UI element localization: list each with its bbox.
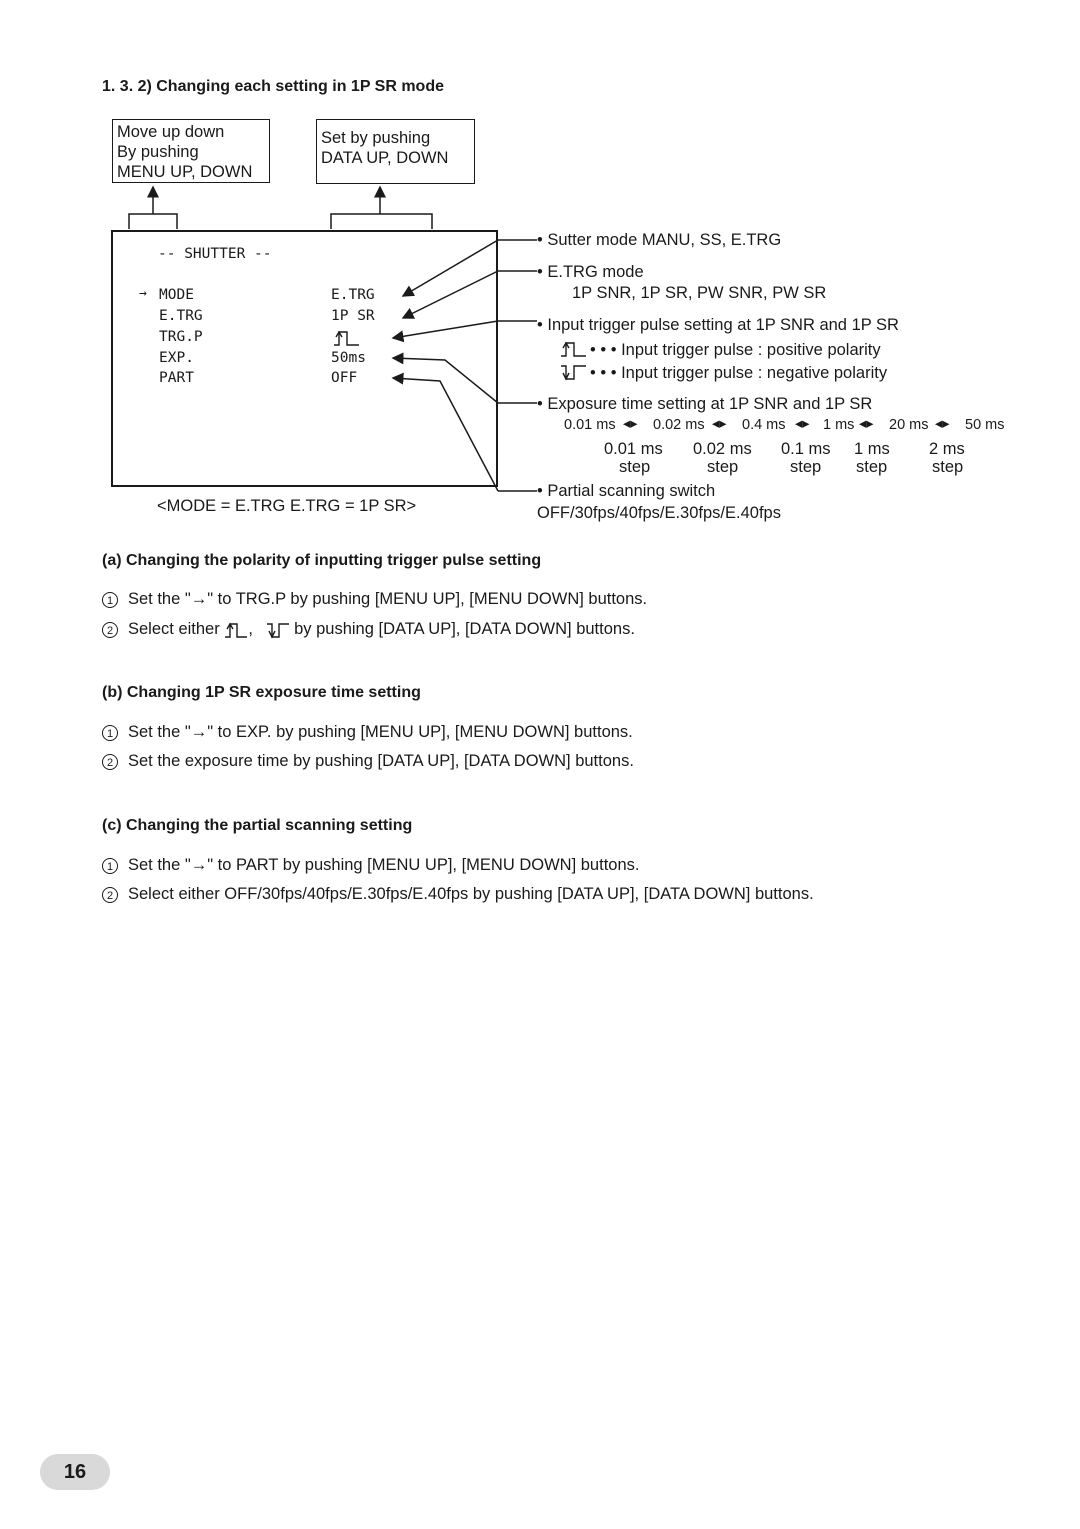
exposure-range-0: 0.01 ms — [564, 417, 616, 433]
step-text: Select either OFF/30fps/40fps/E.30fps/E.40fps by pushing [DATA UP], [DATA DOWN] buttons. — [128, 885, 814, 903]
note-etrg-options: 1P SNR, 1P SR, PW SNR, PW SR — [572, 284, 827, 302]
positive-pulse-icon — [560, 340, 588, 358]
heading-partial-scanning: (c) Changing the partial scanning setting — [102, 817, 413, 834]
menu-row-exp-value: 50ms — [331, 350, 366, 366]
step-a2 — [102, 620, 635, 639]
step-number: 2 — [102, 622, 118, 638]
left-box-line-1: Move up down — [117, 123, 225, 141]
exposure-step-unit-0: step — [619, 458, 651, 476]
menu-row-part-value: OFF — [331, 370, 358, 386]
exposure-step-value-0: 0.01 ms — [604, 440, 663, 458]
step-text: Set the "→" to EXP. by pushing [MENU UP], [MENU DOWN] buttons. — [128, 723, 633, 741]
double-arrow-icon: ◂▸ — [623, 416, 638, 432]
negative-pulse-icon — [266, 621, 290, 639]
menu-row-etrg-label: E.TRG — [159, 308, 203, 324]
menu-row-part-label: PART — [159, 370, 194, 386]
note-exposure-setting: • Exposure time setting at 1P SNR and 1P SR — [537, 395, 873, 413]
note-negative-polarity: • • • Input trigger pulse : negative polarity — [590, 364, 888, 382]
exposure-range-1: 0.02 ms — [653, 417, 705, 433]
step-c1 — [102, 856, 639, 875]
double-arrow-icon: ◂▸ — [795, 416, 810, 432]
step-text: Set the "→" to TRG.P by pushing [MENU UP], [MENU DOWN] buttons. — [128, 590, 648, 608]
heading-exposure: (b) Changing 1P SR exposure time setting — [102, 684, 421, 701]
exposure-step-value-3: 1 ms — [854, 440, 890, 458]
menu-row-mode-label: MODE — [159, 287, 194, 303]
step-text: Set the exposure time by pushing [DATA UP], [DATA DOWN] buttons. — [128, 752, 634, 770]
menu-row-mode-value: E.TRG — [331, 287, 375, 303]
note-partial-scanning: • Partial scanning switch — [537, 482, 716, 500]
exposure-step-unit-1: step — [707, 458, 739, 476]
double-arrow-icon: ◂▸ — [935, 416, 950, 432]
left-box-line-2: By pushing — [117, 143, 199, 161]
step-number: 1 — [102, 592, 118, 608]
page-number: 16 — [40, 1454, 110, 1490]
note-positive-polarity: • • • Input trigger pulse : positive polarity — [590, 341, 881, 359]
exposure-range-5: 50 ms — [965, 417, 1005, 433]
left-box-line-3: MENU UP, DOWN — [117, 163, 253, 181]
exposure-step-unit-3: step — [856, 458, 888, 476]
menu-row-trgp-label: TRG.P — [159, 329, 203, 345]
note-shutter-mode: • Sutter mode MANU, SS, E.TRG — [537, 231, 782, 249]
right-box-line-2: DATA UP, DOWN — [321, 149, 449, 167]
exposure-range-2: 0.4 ms — [742, 417, 786, 433]
step-number: 2 — [102, 754, 118, 770]
negative-pulse-icon — [560, 363, 588, 381]
cursor-arrow-icon: → — [139, 286, 147, 301]
double-arrow-icon: ◂▸ — [859, 416, 874, 432]
positive-pulse-icon — [333, 329, 361, 347]
positive-pulse-icon — [224, 621, 248, 639]
step-text-after: by pushing [DATA UP], [DATA DOWN] buttons. — [294, 620, 635, 638]
step-b1 — [102, 723, 633, 742]
step-number: 2 — [102, 887, 118, 903]
heading-polarity: (a) Changing the polarity of inputting trigger pulse setting — [102, 552, 542, 569]
step-text: Set the "→" to PART by pushing [MENU UP], [MENU DOWN] buttons. — [128, 856, 640, 874]
step-number: 1 — [102, 725, 118, 741]
exposure-step-unit-2: step — [790, 458, 822, 476]
note-trigger-setting: • Input trigger pulse setting at 1P SNR and 1P SR — [537, 316, 899, 334]
screen-title: -- SHUTTER -- — [158, 246, 272, 262]
section-title: 1. 3. 2) Changing each setting in 1P SR mode — [102, 78, 444, 95]
exposure-step-unit-4: step — [932, 458, 964, 476]
note-etrg-mode: • E.TRG mode — [537, 263, 644, 281]
screen-caption: <MODE = E.TRG E.TRG = 1P SR> — [157, 497, 417, 515]
step-text-comma: , — [248, 620, 253, 638]
step-number: 1 — [102, 858, 118, 874]
exposure-range-4: 20 ms — [889, 417, 929, 433]
exposure-range-3: 1 ms — [823, 417, 855, 433]
exposure-step-value-4: 2 ms — [929, 440, 965, 458]
note-partial-options: OFF/30fps/40fps/E.30fps/E.40fps — [537, 504, 781, 522]
step-b2 — [102, 752, 634, 771]
step-text-before: Select either — [128, 620, 220, 638]
menu-row-exp-label: EXP. — [159, 350, 194, 366]
exposure-step-value-1: 0.02 ms — [693, 440, 752, 458]
exposure-step-value-2: 0.1 ms — [781, 440, 831, 458]
right-box-line-1: Set by pushing — [321, 129, 431, 147]
double-arrow-icon: ◂▸ — [712, 416, 727, 432]
menu-row-etrg-value: 1P SR — [331, 308, 375, 324]
step-c2 — [102, 885, 814, 904]
step-a1 — [102, 590, 647, 609]
